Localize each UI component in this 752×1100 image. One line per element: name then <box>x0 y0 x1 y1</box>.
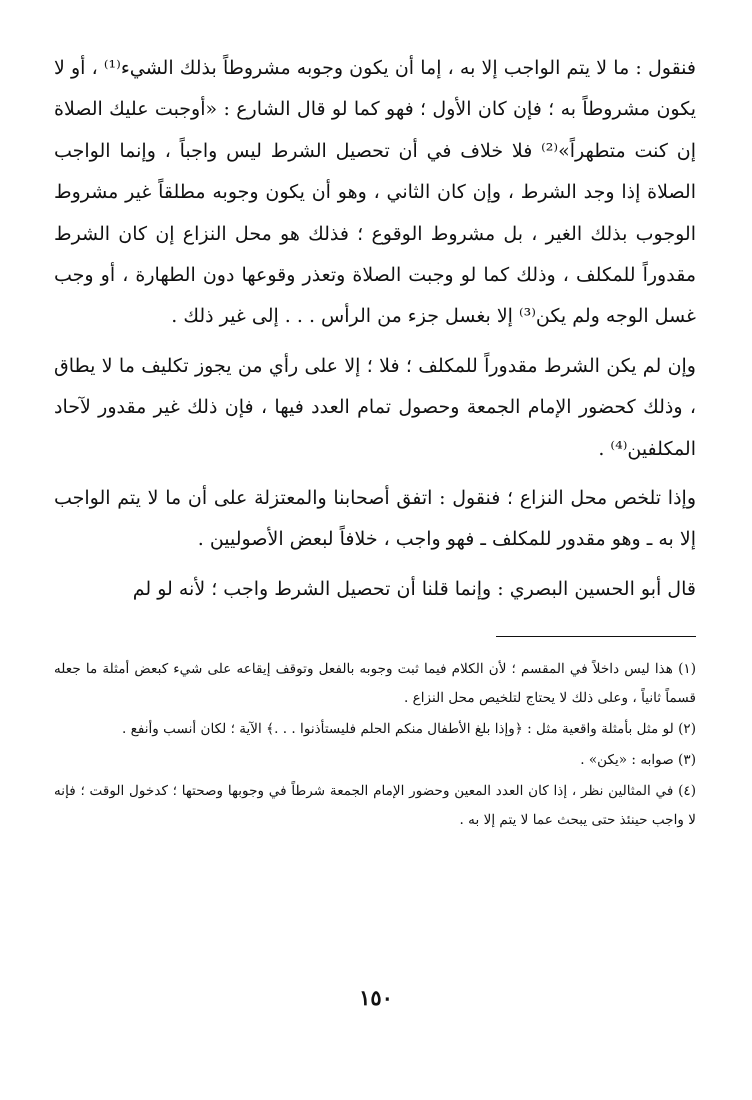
body-paragraph-2: وإن لم يكن الشرط مقدوراً للمكلف ؛ فلا ؛ إلا على رأي من يجوز تكليف ما لا يطاق ، وذلك كحضور الإمام الجمعة وحصول تمام العدد فيها ، فإن ذلك غير مقدور لآحاد المكلفين⁽⁴⁾ . <box>54 354 696 460</box>
footnote-divider <box>496 636 696 637</box>
footnote-2: (٢) لو مثل بأمثلة واقعية مثل : ﴿وإذا بلغ الأطفال منكم الحلم فليستأذنوا . . .﴾ الآية ؛ لكان أنسب وأنفع . <box>121 721 696 738</box>
main-text <box>54 48 696 610</box>
footnotes-section <box>54 655 696 835</box>
body-paragraph-1: فنقول : ما لا يتم الواجب إلا به ، إما أن يكون وجوبه مشروطاً بذلك الشيء⁽¹⁾ ، أو لا يكون مشروطاً به ؛ فإن كان الأول ؛ فهو كما لو قال الشارع : «أوجبت عليك الصلاة إن كنت متطهراً»⁽²⁾ فلا خلاف في أن تحصيل الشرط ليس واجباً ، وإنما الواجب الصلاة إذا وجد الشرط ، وإن كان الثاني ، وهو أن يكون وجوبه مطلقاً غير مشروط الوجوب بذلك الغير ، بل مشروط الوقوع ؛ فذلك هو محل النزاع إن كان الشرط مقدوراً للمكلف ، وذلك كما لو وجبت الصلاة وتعذر وقوعها دون الطهارة ، أو وجب غسل الوجه ولم يكن⁽³⁾ إلا بغسل جزء من الرأس . . . إلى غير ذلك . <box>54 57 696 328</box>
body-paragraph-4: قال أبو الحسين البصري : وإنما قلنا أن تحصيل الشرط واجب ؛ لأنه لو لم <box>132 577 696 600</box>
footnote-3: (٣) صوابه : «يكن» . <box>580 752 696 769</box>
page-number: ١٥٠ <box>359 985 393 1010</box>
footnote-4: (٤) في المثالين نظر ، إذا كان العدد المعين وحضور الإمام الجمعة شرطاً في وجوبها وصحتها ؛ كدخول الوقت ؛ فإنه لا واجب حينئذ حتى يبحث عما لا يتم إلا به . <box>54 783 696 829</box>
body-paragraph-3: وإذا تلخص محل النزاع ؛ فنقول : اتفق أصحابنا والمعتزلة على أن ما لا يتم الواجب إلا به ـ وهو مقدور للمكلف ـ فهو واجب ، خلافاً لبعض الأصوليين . <box>54 487 696 551</box>
footnote-1: (١) هذا ليس داخلاً في المقسم ؛ لأن الكلام فيما ثبت وجوبه بالفعل وتوقف إيقاعه على شيء كبعض أمثلة ما جعله قسماً ثانياً ، وعلى ذلك لا يحتاج لتلخيص محل النزاع . <box>54 661 696 707</box>
